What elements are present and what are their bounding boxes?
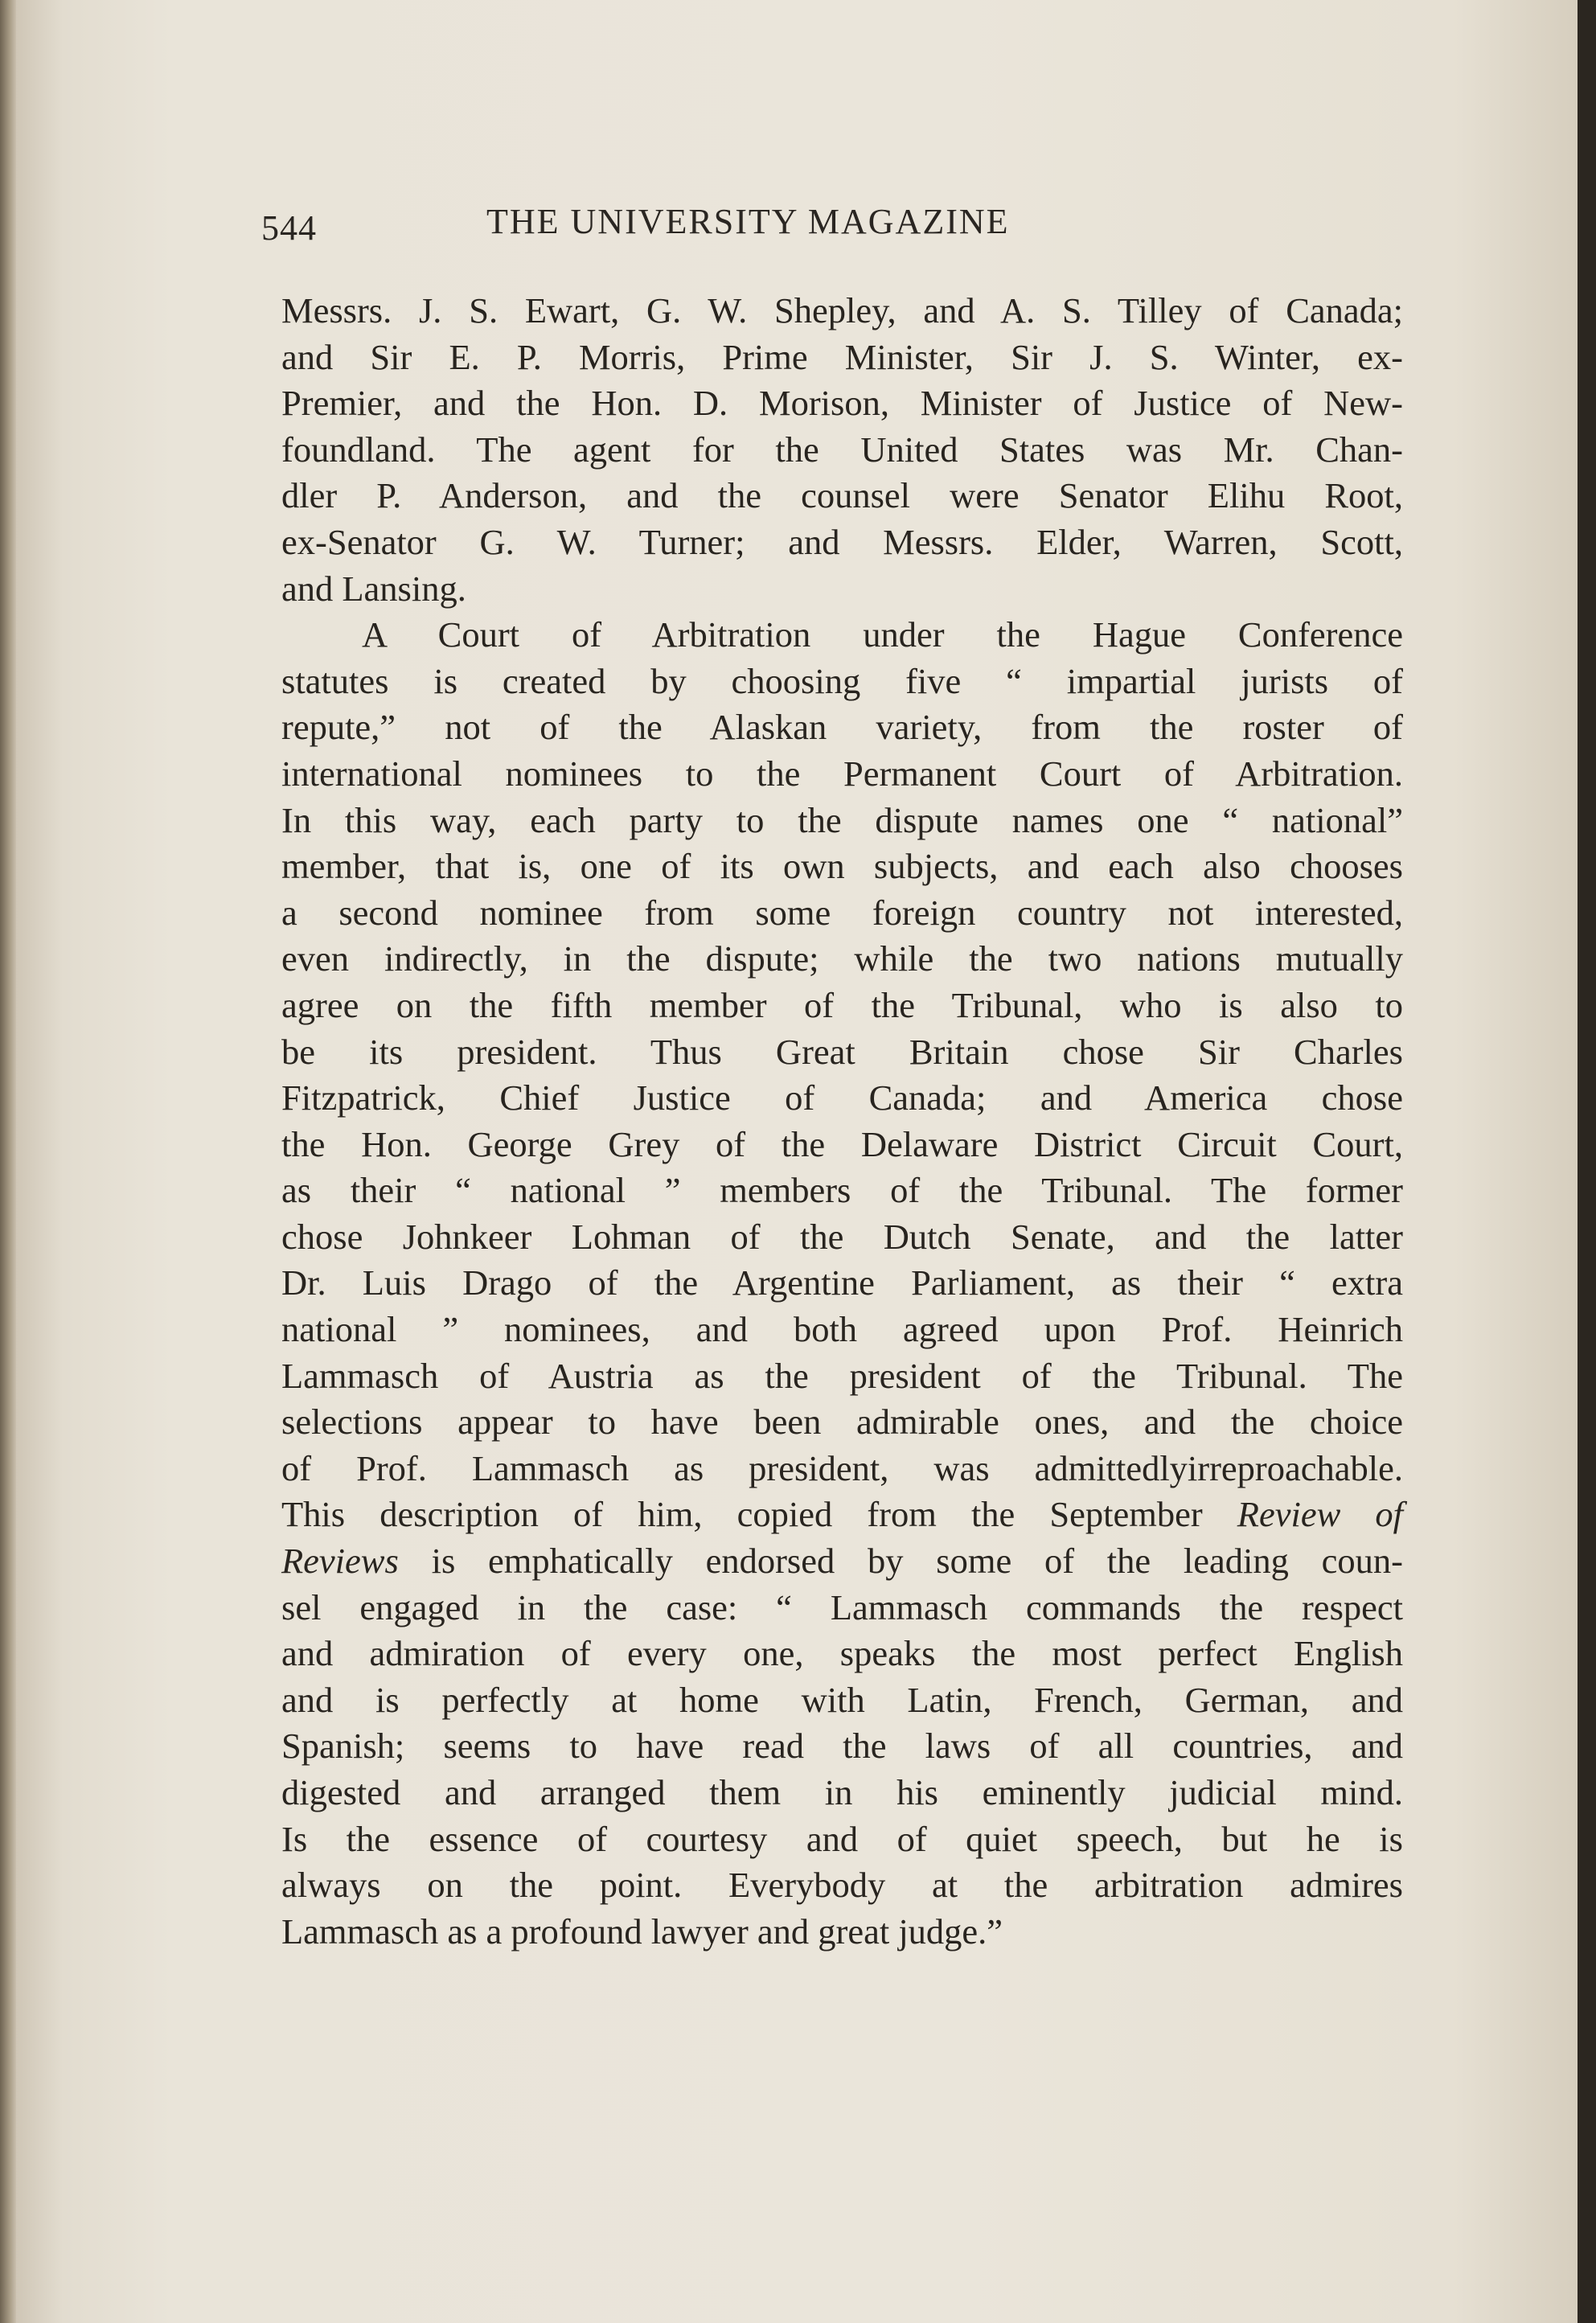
text-line: Is the essence of courtesy and of quiet speech, but he is: [281, 1818, 1403, 1859]
page-number: 544: [261, 208, 317, 248]
journal-title-italic: Reviews: [281, 1541, 399, 1582]
text-line: and admiration of every one, speaks the most perfect English: [281, 1633, 1403, 1674]
text-line: foundland. The agent for the United States was Mr. Chan-: [281, 429, 1403, 470]
text-line-with-title: [281, 1492, 1403, 1538]
text-line: and Lansing.: [281, 568, 466, 609]
text-line: repute,” not of the Alaskan variety, from the roster of: [281, 707, 1403, 748]
text-line: agree on the fifth member of the Tribunal, who is also to: [281, 984, 1403, 1025]
page-header: [261, 201, 1130, 257]
text-line: international nominees to the Permanent Court of Arbitration.: [281, 753, 1403, 794]
text-line: Messrs. J. S. Ewart, G. W. Shepley, and A. S. Tilley of Canada;: [281, 290, 1403, 330]
text-line: In this way, each party to the dispute names one “ national”: [281, 799, 1403, 840]
book-page: [16, 0, 1578, 2323]
paragraph-1: [281, 288, 1403, 612]
text-line: Dr. Luis Drago of the Argentine Parliament, as their “ extra: [281, 1262, 1403, 1303]
text-line: national ” nominees, and both agreed upon Prof. Heinrich: [281, 1309, 1403, 1350]
text-line-with-title: [281, 1538, 1403, 1585]
text-line: even indirectly, in the dispute; while the two nations mutually: [281, 938, 1403, 979]
running-head: THE UNIVERSITY MAGAZINE: [486, 202, 1010, 241]
text-line: Premier, and the Hon. D. Morison, Minister of Justice of New-: [281, 383, 1403, 424]
text-line: and is perfectly at home with Latin, French, German, and: [281, 1679, 1403, 1720]
text-line: digested and arranged them in his eminently judicial mind.: [281, 1772, 1403, 1812]
book-spine-edge: [0, 0, 16, 2323]
text-line: chose Johnkeer Lohman of the Dutch Senate, and the latter: [281, 1216, 1403, 1257]
text-line: and Sir E. P. Morris, Prime Minister, Sir J. S. Winter, ex-: [281, 336, 1403, 377]
paragraph-2: [281, 612, 1403, 1955]
text-line: as their “ national ” members of the Tribunal. The former: [281, 1170, 1403, 1211]
text-run: This description of him, copied from the September: [281, 1494, 1203, 1535]
text-line: statutes is created by choosing five “ impartial jurists of: [281, 660, 1403, 701]
text-line: a second nominee from some foreign country not interested,: [281, 892, 1403, 933]
text-line: be its president. Thus Great Britain chose Sir Charles: [281, 1031, 1403, 1072]
text-line: Lammasch as a profound lawyer and great judge.”: [281, 1911, 1003, 1952]
body-text: [281, 288, 1403, 1955]
text-line: Spanish; seems to have read the laws of all countries, and: [281, 1726, 1403, 1767]
text-line: Lammasch of Austria as the president of the Tribunal. The: [281, 1355, 1403, 1396]
text-line: sel engaged in the case: “ Lammasch commands the respect: [281, 1586, 1403, 1627]
text-line: ex-Senator G. W. Turner; and Messrs. Elder, Warren, Scott,: [281, 521, 1403, 562]
text-line: the Hon. George Grey of the Delaware District Circuit Court,: [281, 1123, 1403, 1164]
text-run: is emphatically endorsed by some of the leading coun-: [431, 1541, 1403, 1582]
text-line: of Prof. Lammasch as president, was admittedlyirreproachable.: [281, 1447, 1403, 1488]
journal-title-italic: Review of: [1237, 1494, 1403, 1535]
text-line: selections appear to have been admirable ones, and the choice: [281, 1402, 1403, 1443]
text-line: always on the point. Everybody at the arbitration admires: [281, 1865, 1403, 1906]
text-line: member, that is, one of its own subjects, and each also chooses: [281, 846, 1403, 887]
text-line: A Court of Arbitration under the Hague Conference: [362, 614, 1403, 655]
text-line: dler P. Anderson, and the counsel were Senator Elihu Root,: [281, 475, 1403, 516]
text-line: Fitzpatrick, Chief Justice of Canada; and America chose: [281, 1077, 1403, 1118]
